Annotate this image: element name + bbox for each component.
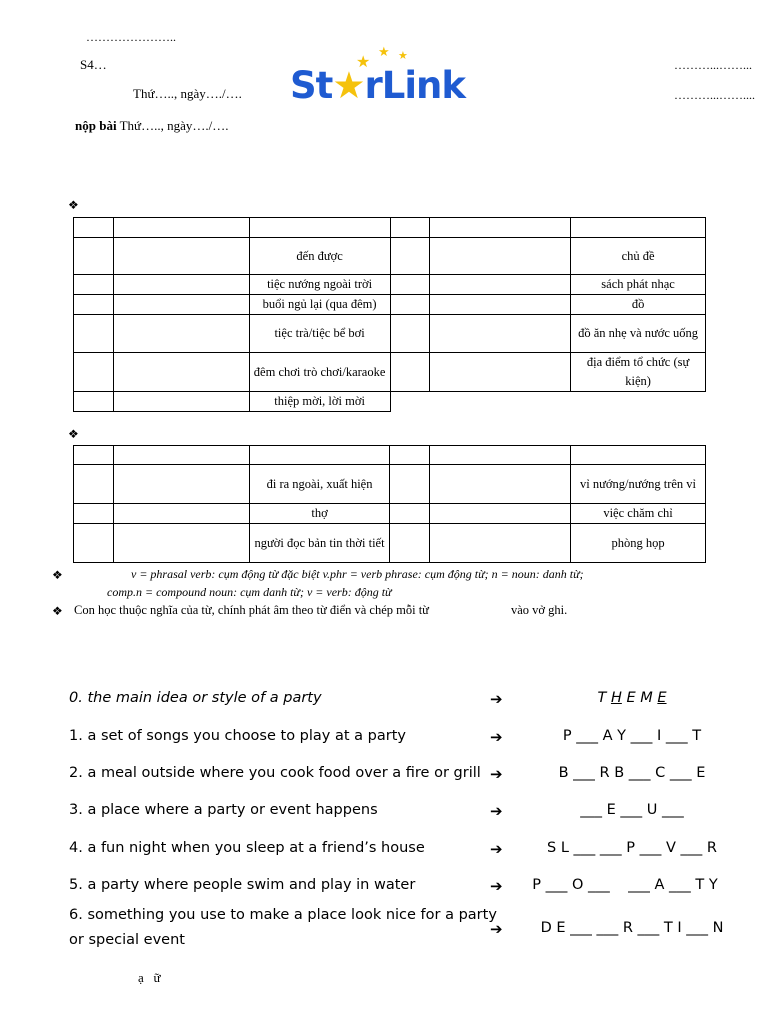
submit-date: Thứ….., ngày…./….	[119, 118, 229, 133]
table-cell: tiệc nướng ngoài trời	[249, 275, 390, 295]
bullet-icon: ❖	[68, 198, 79, 212]
bullet-icon: ❖	[52, 568, 63, 582]
exercise-answer: S L ___ ___ P ___ V ___ R	[547, 840, 717, 856]
table-row	[74, 275, 706, 295]
table-cell: đêm chơi trò chơi/karaoke	[249, 353, 390, 392]
table-cell: thiệp mời, lời mời	[249, 392, 390, 412]
vocab-table-1	[73, 217, 706, 412]
table-cell: việc chăm chỉ	[571, 504, 706, 524]
table-row	[74, 218, 706, 238]
date-line: Thứ….., ngày…./….	[133, 86, 242, 101]
star-icon: ★	[356, 54, 371, 71]
table-cell: đến được	[249, 238, 390, 275]
arrow-icon: ➔	[490, 765, 503, 783]
exercise-question-cont: or special event	[69, 932, 185, 948]
table-row	[74, 446, 706, 465]
logo-wordmark: St★rLink	[290, 64, 465, 107]
table-row	[74, 315, 706, 353]
arrow-icon: ➔	[490, 690, 503, 708]
table-cell: vỉ nướng/nướng trên vỉ	[571, 465, 706, 504]
submit-label: nộp bài	[75, 118, 117, 133]
table-cell: người đọc bản tin thời tiết	[249, 524, 390, 563]
footer-fragment: ạ ữ	[138, 970, 161, 985]
exercise-question: 3. a place where a party or event happens	[69, 802, 378, 818]
right-blank-1: ………...……...	[674, 58, 752, 72]
exercise-answer: P ___ O ___ ___ A ___ T Y	[532, 877, 718, 893]
vocab-table-2	[73, 445, 706, 563]
table-cell: phòng họp	[571, 524, 706, 563]
exercise-question: 6. something you use to make a place look nice for a party	[69, 907, 497, 923]
table-cell: đồ ăn nhẹ và nước uống	[571, 315, 706, 353]
arrow-icon: ➔	[490, 728, 503, 746]
table-row	[74, 465, 706, 504]
class-code: S4…	[80, 57, 107, 72]
exercise-question: 4. a fun night when you sleep at a friend’s house	[69, 840, 425, 856]
exercise-question: 1. a set of songs you choose to play at a party	[69, 728, 406, 744]
abbreviation-note-1: v = phrasal verb: cụm động từ đặc biệt v.phr = verb phrase: cụm động từ; n = noun: danh từ;	[131, 567, 584, 581]
study-instruction-end: vào vở ghi.	[511, 603, 568, 617]
starlink-logo	[290, 44, 480, 110]
table-cell: thợ	[249, 504, 390, 524]
right-blank-2: ………...……....	[674, 88, 755, 102]
exercise-question: 5. a party where people swim and play in water	[69, 877, 416, 893]
table-row	[74, 238, 706, 275]
arrow-icon: ➔	[490, 920, 503, 938]
submit-line	[75, 118, 228, 134]
bullet-icon: ❖	[52, 604, 63, 618]
star-icon: ★	[398, 50, 408, 62]
arrow-icon: ➔	[490, 840, 503, 858]
table-cell: tiệc trà/tiệc bể bơi	[249, 315, 390, 353]
exercise-answer: B ___ R B ___ C ___ E	[558, 765, 706, 781]
table-cell: đi ra ngoài, xuất hiện	[249, 465, 390, 504]
abbreviation-note-2: comp.n = compound noun: cụm danh từ; v = verb: động từ	[107, 585, 392, 599]
star-icon: ★	[378, 44, 390, 59]
bullet-icon: ❖	[68, 427, 79, 441]
exercise-question: 0. the main idea or style of a party	[69, 690, 322, 706]
table-cell: đồ	[571, 295, 706, 315]
table-cell: buổi ngủ lại (qua đêm)	[249, 295, 390, 315]
exercise-answer: P ___ A Y ___ I ___ T	[562, 728, 702, 744]
exercise-question: 2. a meal outside where you cook food over a fire or grill	[69, 765, 481, 781]
table-cell: chủ đề	[571, 238, 706, 275]
table-row	[74, 504, 706, 524]
table-row	[74, 295, 706, 315]
exercise-answer: T H E M E	[597, 690, 667, 706]
exercise-answer: D E ___ ___ R ___ T I ___ N	[540, 920, 724, 936]
table-row	[74, 524, 706, 563]
table-cell: sách phát nhạc	[571, 275, 706, 295]
star-icon: ★	[332, 64, 365, 107]
table-row	[74, 392, 706, 412]
table-row	[74, 353, 706, 392]
arrow-icon: ➔	[490, 877, 503, 895]
exercise-answer: ___ E ___ U ___	[580, 802, 684, 818]
arrow-icon: ➔	[490, 802, 503, 820]
table-cell: địa điểm tổ chức (sự kiện)	[571, 353, 706, 392]
name-blank: …………………..	[86, 30, 176, 44]
study-instruction: Con học thuộc nghĩa của từ, chính phát âm theo từ điển và chép mỗi từ	[74, 603, 429, 617]
